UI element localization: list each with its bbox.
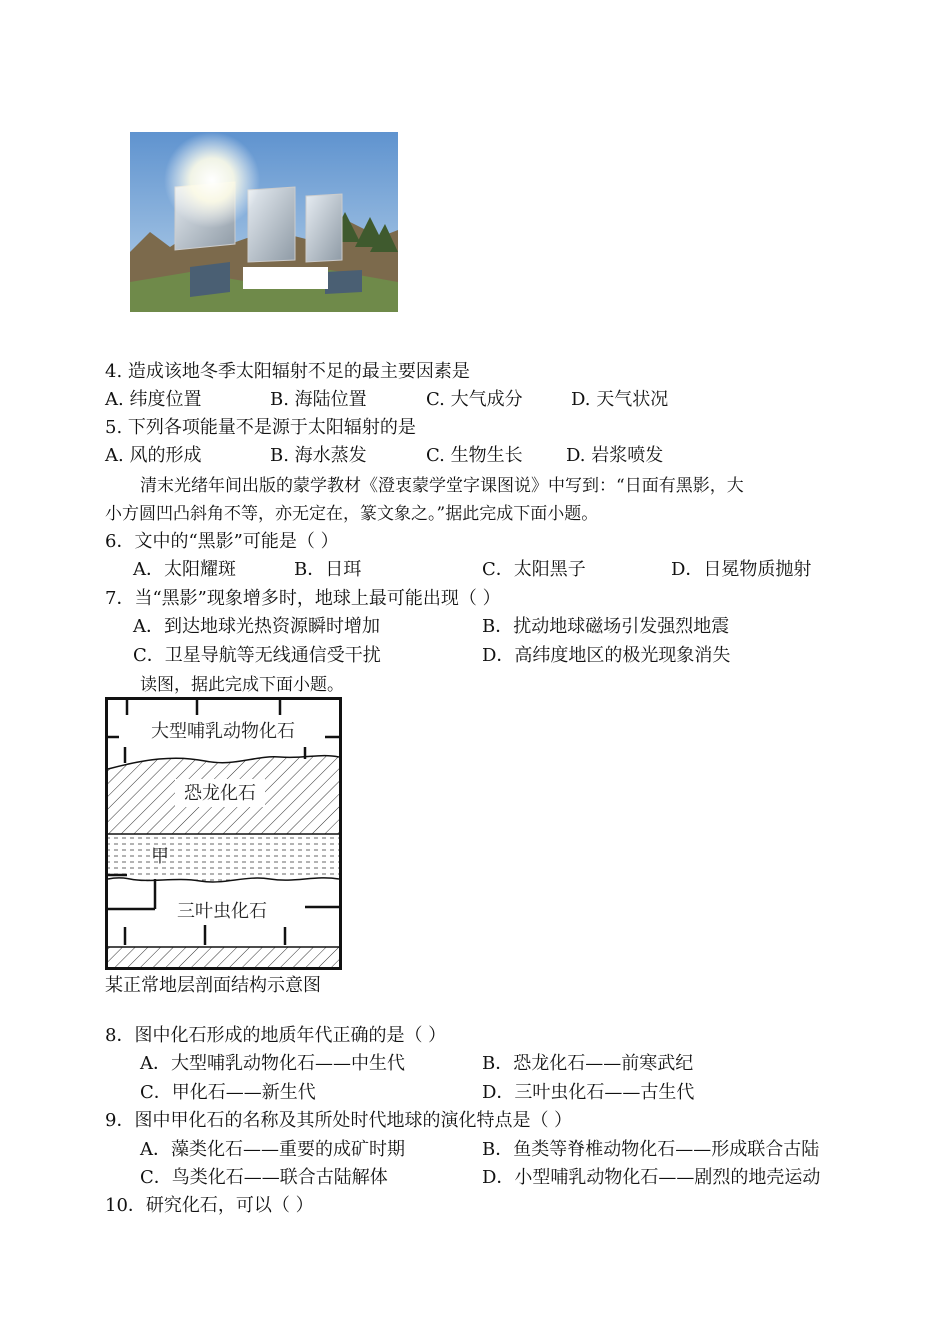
q8-option-a[interactable]: A．大型哺乳动物化石——中生代 [140,1053,405,1074]
q6-option-c[interactable]: C．太阳黑子 [482,559,586,580]
q9-stem: 9．图中甲化石的名称及其所处时代地球的演化特点是（ ） [105,1110,573,1131]
figure-caption: 某正常地层剖面结构示意图 [105,975,321,996]
q8-option-c[interactable]: C．甲化石——新生代 [140,1082,316,1103]
q7-option-d[interactable]: D．高纬度地区的极光现象消失 [482,645,731,666]
q7-option-a[interactable]: A．到达地球光热资源瞬时增加 [133,616,380,637]
q7-option-c[interactable]: C．卫星导航等无线通信受干扰 [133,645,381,666]
q8-stem: 8．图中化石形成的地质年代正确的是（ ） [105,1025,447,1046]
q8-option-d[interactable]: D．三叶虫化石——古生代 [482,1082,695,1103]
q9-option-d[interactable]: D．小型哺乳动物化石——剧烈的地壳运动 [482,1167,821,1188]
q5-option-d[interactable]: D. 岩浆喷发 [566,445,664,466]
q9-option-b[interactable]: B．鱼类等脊椎动物化石——形成联合古陆 [482,1139,820,1160]
q6-option-d[interactable]: D．日冕物质抛射 [671,559,812,580]
q7-option-b[interactable]: B．扰动地球磁场引发强烈地震 [482,616,730,637]
layer-label-jia: 甲 [151,846,169,867]
layer-label-trilobite: 三叶虫化石 [177,901,267,922]
passage-line-2: 小方圆凹凸斜角不等，亦无定在，篆文象之。”据此完成下面小题。 [105,504,599,524]
q6-stem: 6．文中的“黑影”可能是（ ） [105,531,339,552]
passage-line-1: 清末光绪年间出版的蒙学教材《澄衷蒙学堂字课图说》中写到：“日面有黑影，大 [140,476,744,496]
q4-option-b[interactable]: B. 海陆位置 [270,389,367,410]
q5-option-c[interactable]: C. 生物生长 [426,445,523,466]
q8-option-b[interactable]: B．恐龙化石——前寒武纪 [482,1053,694,1074]
q4-stem: 4. 造成该地冬季太阳辐射不足的最主要因素是 [105,361,470,382]
q5-option-a[interactable]: A. 风的形成 [105,445,202,466]
q4-option-a[interactable]: A. 纬度位置 [105,389,202,410]
q10-stem: 10．研究化石，可以（ ） [105,1195,314,1216]
q6-option-a[interactable]: A．太阳耀斑 [133,559,236,580]
q9-option-c[interactable]: C．鸟类化石——联合古陆解体 [140,1167,388,1188]
q5-option-b[interactable]: B. 海水蒸发 [270,445,367,466]
layer-label-dinosaur: 恐龙化石 [184,783,256,804]
figure-intro: 读图，据此完成下面小题。 [140,675,344,695]
q5-stem: 5. 下列各项能量不是源于太阳辐射的是 [105,417,416,438]
q9-option-a[interactable]: A．藻类化石——重要的成矿时期 [140,1139,405,1160]
layer-label-mammal: 大型哺乳动物化石 [151,721,295,742]
q7-stem: 7．当“黑影”现象增多时，地球上最可能出现（ ） [105,588,501,609]
strata-diagram [105,697,345,972]
q4-option-c[interactable]: C. 大气成分 [426,389,523,410]
q4-option-d[interactable]: D. 天气状况 [571,389,669,410]
mirror-photo [130,132,398,312]
q6-option-b[interactable]: B．日珥 [294,559,362,580]
